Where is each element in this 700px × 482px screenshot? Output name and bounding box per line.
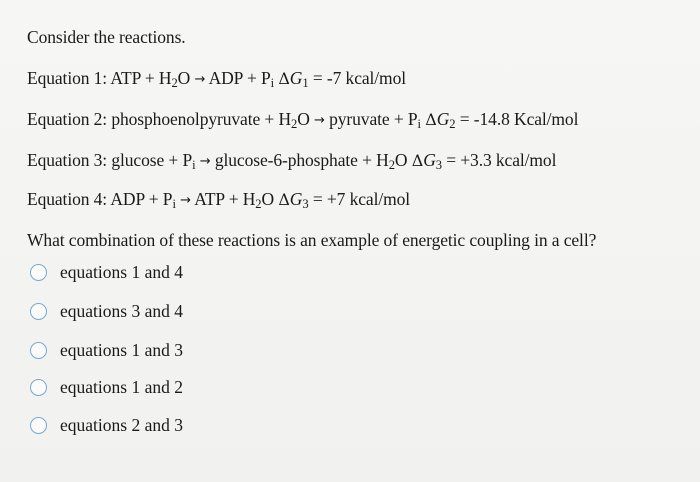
answer-option-2[interactable]	[27, 301, 183, 322]
product: ADP	[208, 68, 243, 88]
radio-button-icon[interactable]	[30, 417, 47, 434]
delta-g: $\Delta G_2$	[425, 109, 456, 132]
reactant: $P_i$	[162, 189, 176, 212]
reactant: phosphoenolpyruvate	[111, 109, 261, 129]
product: $P_i$	[407, 109, 421, 132]
product: ATP	[194, 189, 225, 209]
option-label: equations 1 and 3	[60, 340, 183, 360]
delta-g-value: +3.3 kcal/mol	[460, 150, 557, 170]
equation-4	[27, 189, 410, 210]
radio-button-icon[interactable]	[30, 379, 47, 396]
plus-sign: +	[148, 189, 159, 209]
equation-label: Equation 2:	[27, 109, 108, 129]
product: pyruvate	[329, 109, 390, 129]
answer-option-1[interactable]	[27, 262, 183, 283]
equals-sign: =	[446, 150, 456, 170]
option-label: equations 1 and 2	[60, 377, 183, 397]
reaction-arrow-icon: →	[180, 193, 191, 208]
delta-g: $\Delta G_1$	[278, 68, 309, 91]
question-prompt: What combination of these reactions is an example of energetic coupling in a cell?	[27, 230, 597, 250]
delta-g: $\Delta G_3$	[278, 189, 309, 212]
product: glucose-6-phosphate	[214, 150, 358, 170]
reactant: glucose	[111, 150, 165, 170]
radio-button-icon[interactable]	[30, 303, 47, 320]
equals-sign: =	[312, 189, 323, 209]
delta-g: $\Delta G_3$	[411, 150, 442, 173]
plus-sign: +	[362, 150, 372, 170]
equation-1	[27, 68, 406, 89]
equation-2	[27, 109, 578, 130]
equation-label: Equation 4:	[27, 189, 108, 209]
reactant: $P_i$	[182, 150, 196, 173]
delta-g-value: -7 kcal/mol	[326, 68, 406, 88]
reactant: ADP	[110, 189, 145, 209]
equation-label: Equation 3:	[27, 150, 108, 170]
radio-button-icon[interactable]	[30, 342, 47, 359]
option-label: equations 3 and 4	[60, 301, 183, 321]
answer-option-4[interactable]	[27, 377, 183, 398]
equation-label: Equation 1:	[27, 68, 108, 88]
radio-button-icon[interactable]	[30, 264, 47, 281]
plus-sign: +	[264, 109, 275, 129]
question-intro: Consider the reactions.	[27, 27, 186, 47]
reaction-arrow-icon: →	[194, 72, 206, 87]
plus-sign: +	[246, 68, 257, 88]
reaction-arrow-icon: →	[314, 113, 325, 128]
option-label: equations 1 and 4	[60, 262, 183, 282]
reactant: ATP	[110, 68, 141, 88]
product: $H_2O$	[376, 150, 408, 173]
plus-sign: +	[144, 68, 155, 88]
plus-sign: +	[393, 109, 404, 129]
equals-sign: =	[312, 68, 323, 88]
delta-g-value: -14.8 Kcal/mol	[473, 109, 579, 129]
product: $P_i$	[261, 68, 275, 91]
reactant: $H_2O$	[158, 68, 191, 91]
equation-3	[27, 150, 556, 171]
answer-option-3[interactable]	[27, 340, 183, 361]
reactant: $H_2O$	[278, 109, 310, 132]
option-label: equations 2 and 3	[60, 415, 183, 435]
equals-sign: =	[459, 109, 470, 129]
plus-sign: +	[228, 189, 239, 209]
product: $H_2O$	[242, 189, 275, 212]
reaction-arrow-icon: →	[199, 154, 211, 169]
delta-g-value: +7 kcal/mol	[326, 189, 411, 209]
plus-sign: +	[168, 150, 179, 170]
answer-option-5[interactable]	[27, 415, 183, 436]
